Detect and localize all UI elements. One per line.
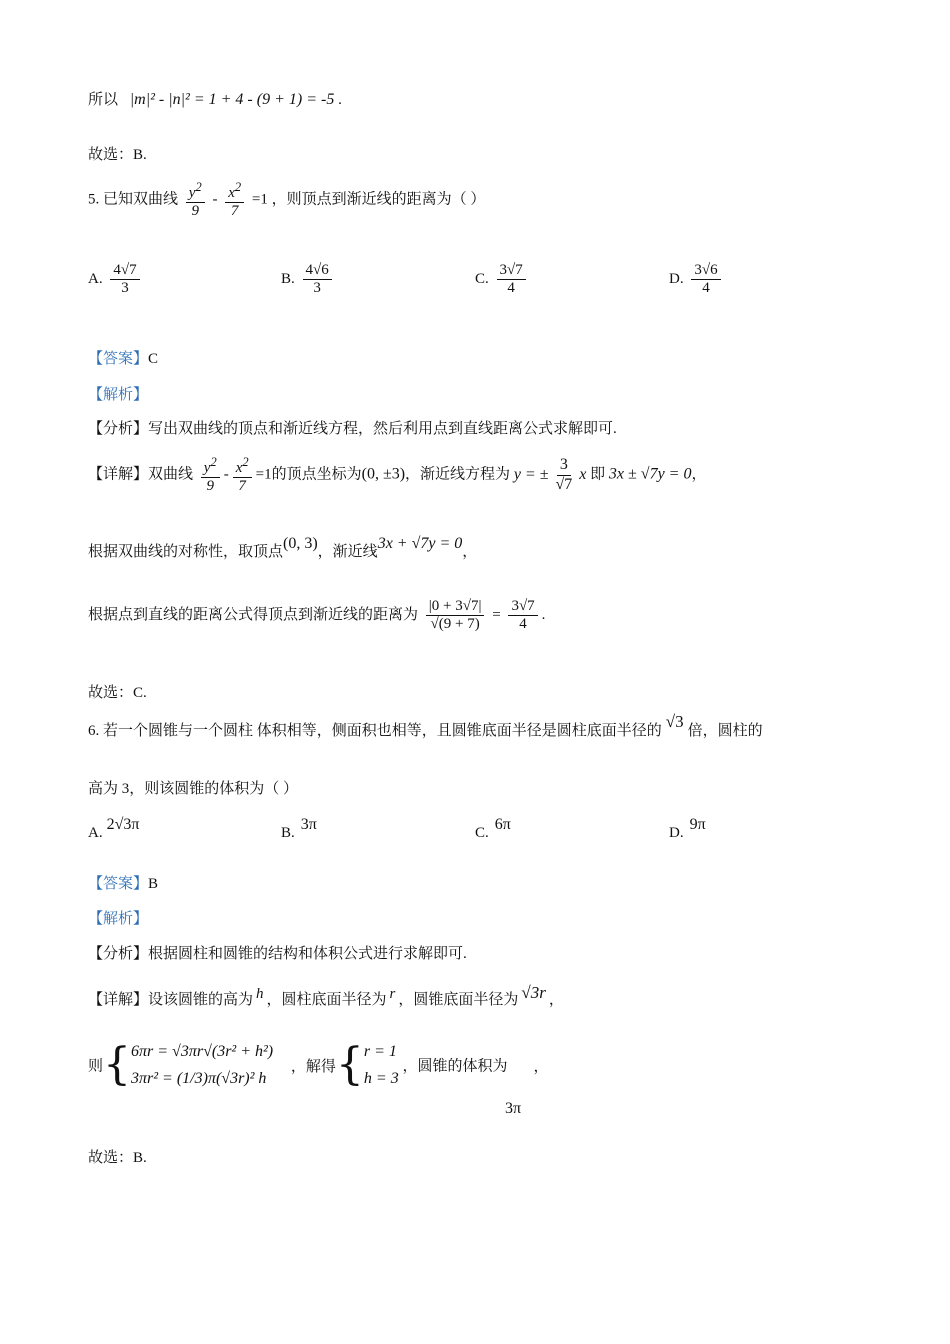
- q6-option-b[interactable]: [281, 816, 317, 841]
- q6-detail-system: 则{ 6πr = √3πr√(3r² + h²) 3πr² = (1/3)π(√3r)² h ，解得{ r = 1 h = 3 ，圆锥的体积为 ，: [88, 1038, 548, 1092]
- q5-asymptote-1: y = ± $\frac{3}{√7}$ x: [513, 456, 587, 493]
- q5-option-c-num: 3√7: [497, 262, 526, 280]
- q6-volume-value: 3π: [505, 1100, 522, 1117]
- q5-option-b-label: B.: [281, 271, 295, 288]
- q6-xiangjie-tag: 【详解】: [88, 992, 149, 1008]
- q5-d1c: ，渐近线方程为: [405, 466, 511, 483]
- q6-d4c: ，: [533, 1058, 549, 1075]
- q6-choice: 故选：B.: [88, 1150, 147, 1166]
- q5-answer-tag: 【答案】: [88, 351, 149, 367]
- q5-option-a[interactable]: [88, 262, 144, 298]
- q6-answer-value: B: [148, 876, 159, 892]
- q5-option-b-den: 3: [313, 280, 321, 297]
- q5-option-d[interactable]: [669, 262, 725, 298]
- q5-d3a: 根据点到直线的距离公式得顶点到渐近线的距离为: [88, 607, 419, 624]
- q5-d3-end: .: [541, 607, 546, 624]
- q5-d3-rden: 4: [519, 616, 527, 633]
- q6-option-b-value: 3π: [300, 816, 317, 833]
- q6-ze: 则: [88, 1058, 104, 1075]
- q6-solution-system: [364, 1038, 399, 1092]
- q6-eq2: 3πr² = (1/3)π(√3r)² h: [131, 1070, 267, 1088]
- q6-option-d-label: D.: [669, 825, 684, 841]
- q5-d2c: ，: [462, 544, 478, 560]
- q6-jiede: ，解得: [290, 1058, 336, 1075]
- q6-detail-line-1: [88, 983, 564, 1009]
- q5-d1d: 即: [590, 466, 606, 483]
- q6-d1c: ，圆锥底面半径为: [398, 992, 519, 1008]
- q6-s1: r = 1: [363, 1043, 397, 1060]
- q5-stem: 5. 已知双曲线 $\frac{y^2}{9}$ - $\frac{x^2}{7}$ =1 ，则顶点到渐近线的距离为（ ）: [88, 180, 486, 220]
- q5-xiangjie-tag: 【详解】: [88, 466, 149, 483]
- q5-analysis-tag: 【解析】: [88, 387, 149, 403]
- q6-option-c-label: C.: [475, 825, 489, 841]
- q5-option-a-den: 3: [121, 280, 129, 297]
- q6-fenxi-tag: 【分析】: [88, 946, 149, 962]
- q5-d1e: ，: [691, 466, 707, 483]
- q5-fenxi: [88, 417, 617, 438]
- q5-d2-point: (0, 3): [283, 535, 318, 552]
- q6-equation-system: [131, 1038, 273, 1092]
- q5-choice: 故选：C.: [88, 685, 147, 701]
- q6-answer-tag: 【答案】: [88, 876, 149, 892]
- q6-stem-line-1: [88, 712, 763, 740]
- q5-fenxi-tag: 【分析】: [88, 421, 149, 437]
- q6-sqrt3: √3: [665, 712, 684, 731]
- q6-option-a-value: 2√3π: [106, 816, 140, 833]
- q5-d3-eq: =: [492, 607, 501, 624]
- q6-option-a-label: A.: [88, 825, 103, 841]
- q5-d3-den: √(9 + 7): [430, 616, 480, 633]
- q6-option-a[interactable]: [88, 816, 140, 841]
- q5-d2a: 根据双曲线的对称性，取顶点: [88, 544, 284, 560]
- q6-option-c-value: 6π: [494, 816, 511, 833]
- q5-asymptote-2: 3x ± √7y = 0: [608, 465, 692, 483]
- q5-answer: [88, 347, 158, 368]
- q6-option-d-value: 9π: [689, 816, 706, 833]
- q5-stem-end: ，则顶点到渐近线的距离为（ ）: [271, 191, 486, 208]
- q5-d2-line: 3x + √7y = 0: [377, 535, 463, 552]
- q6-d1b: ，圆柱底面半径为: [266, 992, 387, 1008]
- q6-d1d: ，: [548, 992, 564, 1008]
- q5-hyperbola-y-term: $\frac{y^2}{9}$: [186, 180, 205, 221]
- prev-period: .: [338, 92, 342, 108]
- q5-detail-line-2: [88, 535, 478, 561]
- q6-stem-line-2: 高为 3，则该圆锥的体积为（ ）: [88, 781, 299, 797]
- q6-line1b: 倍，圆柱的: [687, 723, 763, 739]
- q5-option-d-den: 4: [702, 280, 710, 297]
- q5-detail-line-1: 【详解】双曲线 $\frac{y^2}{9}$ - $\frac{x^2}{7}$ =1的顶点坐标为(0, ±3)，渐近线方程为 y = ± $\frac{3}{√7}$ x 即 3x ± √7y = 0，: [88, 455, 707, 495]
- q5-detail-line-3: [88, 598, 545, 634]
- q5-option-b[interactable]: [281, 262, 336, 298]
- q5-option-b-num: 4√6: [303, 262, 332, 280]
- q6-fenxi-text: 根据圆柱和圆锥的结构和体积公式进行求解即可.: [148, 946, 467, 962]
- q6-answer: [88, 872, 158, 893]
- q5-option-a-num: 4√7: [110, 262, 139, 280]
- q5-option-c[interactable]: [475, 262, 530, 298]
- q6-d4b: ，圆锥的体积为: [402, 1058, 508, 1075]
- q5-answer-value: C: [148, 351, 159, 367]
- q6-d1a: 设该圆锥的高为: [148, 992, 254, 1008]
- q5-d3-num: |0 + 3√7|: [426, 598, 485, 616]
- q5-option-d-num: 3√6: [691, 262, 720, 280]
- prev-prefix: 所以: [88, 92, 119, 108]
- q5-option-a-label: A.: [88, 271, 103, 288]
- q6-analysis-tag: 【解析】: [88, 911, 149, 927]
- q6-option-d[interactable]: [669, 816, 706, 841]
- q5-option-c-den: 4: [507, 280, 515, 297]
- q5-d2b: ，渐近线: [317, 544, 378, 560]
- prev-formula: |m|² - |n|² = 1 + 4 - (9 + 1) = -5: [129, 91, 335, 108]
- q6-eq1: 6πr = √3πr√(3r² + h²): [131, 1043, 274, 1060]
- q5-vertex: (0, ±3): [361, 465, 406, 483]
- q6-line1: 6. 若一个圆锥与一个圆柱 体积相等，侧面积也相等，且圆锥底面半径是圆柱底面半径的: [88, 723, 662, 739]
- q6-r3: √3r: [521, 983, 546, 1002]
- q5-fenxi-text: 写出双曲线的顶点和渐近线方程，然后利用点到直线距离公式求解即可.: [148, 421, 617, 437]
- q5-option-d-label: D.: [669, 271, 684, 288]
- q5-stem-start: 5. 已知双曲线: [88, 191, 179, 208]
- q5-option-c-label: C.: [475, 271, 489, 288]
- q6-option-c[interactable]: [475, 816, 511, 841]
- q6-r: r: [389, 986, 396, 1002]
- q5-d3-rnum: 3√7: [508, 598, 537, 616]
- prev-conclusion-line: [88, 88, 342, 109]
- prev-choice: 故选：B.: [88, 147, 147, 163]
- q6-fenxi: [88, 942, 467, 963]
- q6-h: h: [256, 986, 264, 1002]
- q5-d1b: 的顶点坐标为: [271, 466, 362, 483]
- q6-option-b-label: B.: [281, 825, 295, 841]
- q6-s2: h = 3: [363, 1070, 399, 1088]
- q5-hyperbola-x-term: $\frac{x^2}{7}$: [225, 180, 244, 221]
- q5-d1a: 双曲线: [148, 466, 194, 483]
